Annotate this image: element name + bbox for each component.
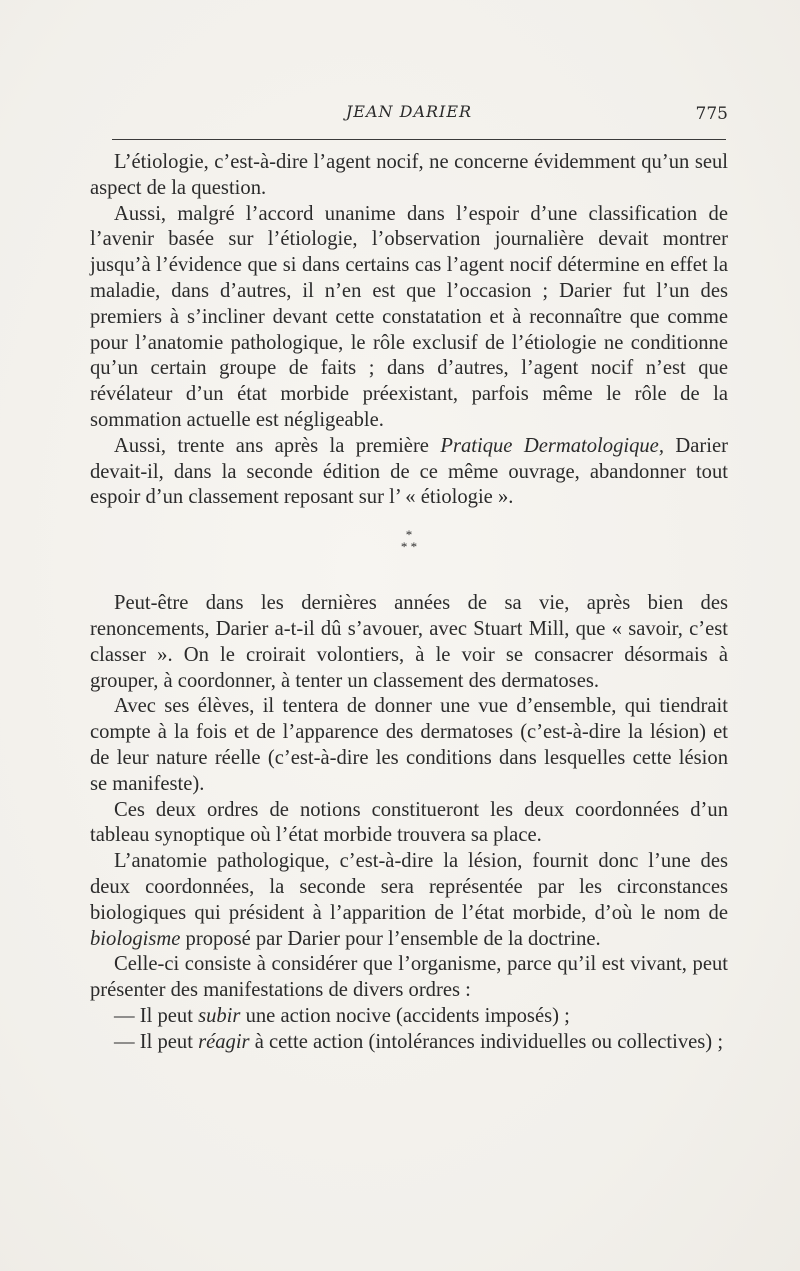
paragraph-3-end: Darier devait-il, dans la seconde édition de ce même ouvrage, abandonner tout espoir d’un classement reposant sur l’ « étiologie ». xyxy=(90,434,728,509)
page-header xyxy=(90,102,728,130)
term-reagir: réagir xyxy=(198,1030,250,1053)
term-biologisme: biologisme xyxy=(90,927,181,950)
paragraph-4: Peut-être dans les dernières années de sa vie, après bien des renoncements, Darier a-t-il dû s’avouer, avec Stuart Mill, que « savoir, c’est classer ». On le croirait volontiers, à le voir se consacrer désormais à grouper, à coordonner, à tenter un classement des dermatoses. xyxy=(90,592,728,692)
paragraph-1: L’étiologie, c’est-à-dire l’agent nocif, ne concerne évidemment qu’un seul aspect de la question. xyxy=(90,151,728,199)
paragraph-3-start: Aussi, trente ans après la première xyxy=(114,434,441,457)
paragraph-2: Aussi, malgré l’accord unanime dans l’espoir d’une classification de l’avenir basée sur l’étiologie, l’observation journalière devait montrer jusqu’à l’évidence que si dans certains cas l’agent nocif détermine en effet la maladie, dans d’autres, il n’en est que l’occasion ; Darier fut l’un des premiers à s’incliner devant cette constatation et à reconnaître que comme pour l’anatomie pathologique, le rôle exclusif de l’étiologie ne conditionne qu’un certain groupe de faits ; dans d’autres, l’agent nocif n’est que révélateur d’un état morbide préexistant, parfois même le rôle de la sommation actuelle est négligeable. xyxy=(90,202,728,431)
term-subir: subir xyxy=(198,1004,241,1027)
paragraph-7-start: L’anatomie pathologique, c’est-à-dire la lésion, fournit donc l’une des deux coordonnées, la seconde sera représentée par les circonstances biologiques qui président à l’apparition de l’état morbide, d’où le nom de xyxy=(90,850,728,924)
asterism-top: * xyxy=(405,527,413,543)
running-head: JEAN DARIER xyxy=(345,102,473,121)
list-item-subir-start: — Il peut xyxy=(114,1004,199,1027)
list-item-subir xyxy=(90,1004,728,1030)
asterism-bottom: * * xyxy=(400,539,418,555)
paragraph-7-end: proposé par Darier pour l’ensemble de la doctrine. xyxy=(180,927,601,950)
list-item-reagir-start: — Il peut xyxy=(114,1030,199,1053)
page-number: 775 xyxy=(695,104,728,124)
paragraph-7 xyxy=(90,849,728,952)
paragraph-3 xyxy=(90,434,728,511)
body-text xyxy=(90,150,728,1056)
header-rule xyxy=(112,139,726,140)
list-item-subir-end: une action nocive (accidents imposés) ; xyxy=(240,1004,570,1027)
book-title: Pratique Dermatologique, xyxy=(440,434,664,457)
section-break-asterism xyxy=(90,529,728,569)
section-gap xyxy=(90,569,728,591)
paragraph-6: Ces deux ordres de notions constitueront les deux coordonnées d’un tableau synoptique où l’état morbide trouvera sa place. xyxy=(90,798,728,847)
list-item-reagir-end: à cette action (intolérances individuelles ou collectives) ; xyxy=(249,1030,724,1053)
paragraph-8: Celle-ci consiste à considérer que l’organisme, parce qu’il est vivant, peut présenter des manifestations de divers ordres : xyxy=(90,953,728,1002)
list-item-reagir xyxy=(90,1030,728,1056)
paragraph-5: Avec ses élèves, il tentera de donner une vue d’ensemble, qui tiendrait compte à la fois et de l’apparence des dermatoses (c’est-à-dire la lésion) et de leur nature réelle (c’est-à-dire les conditions dans lesquelles cette lésion se manifeste). xyxy=(90,695,728,795)
